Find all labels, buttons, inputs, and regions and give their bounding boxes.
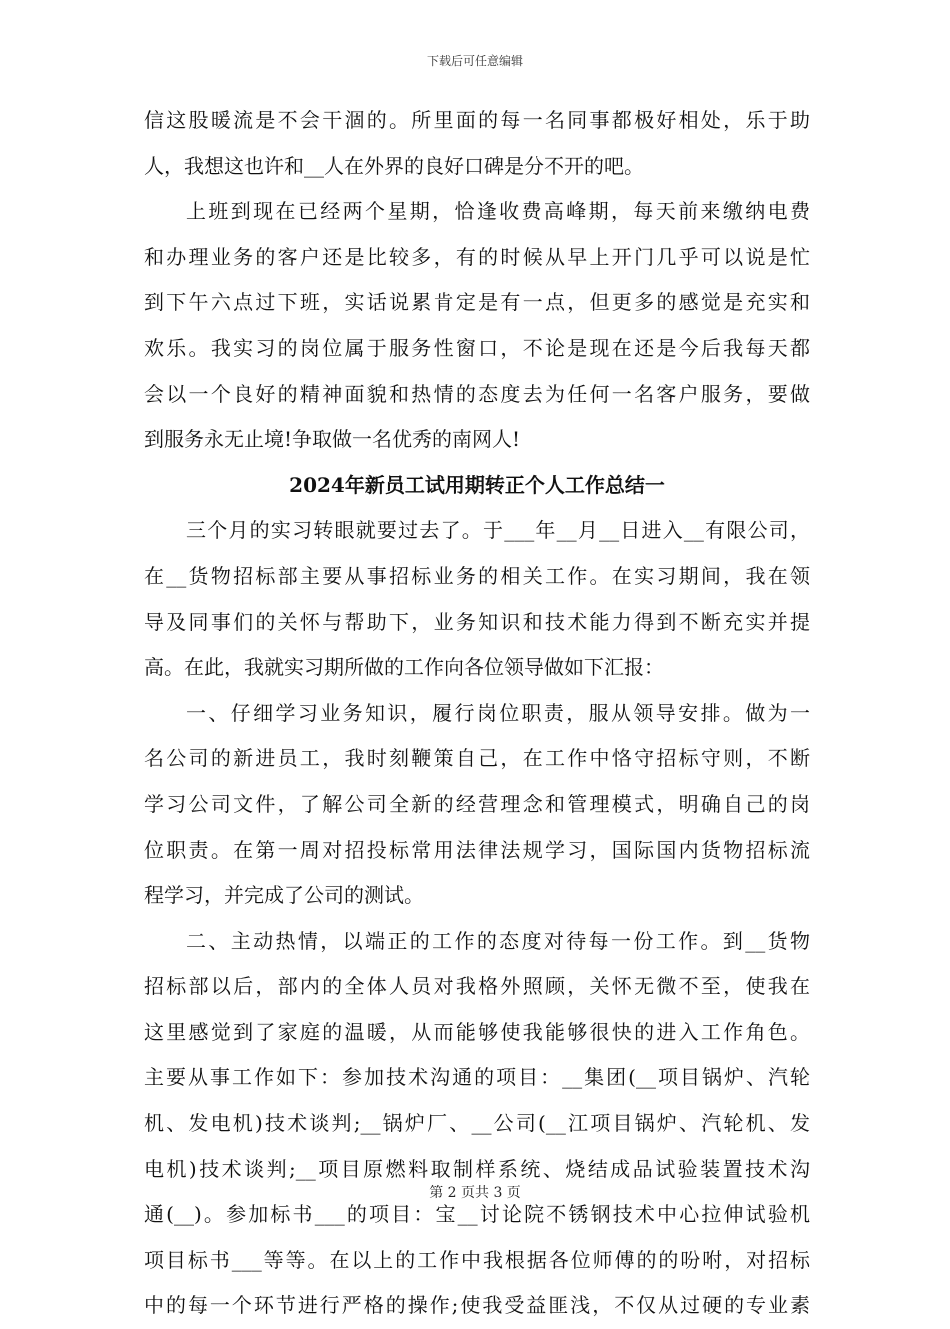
text-line: 机、发电机)技术谈判;__锅炉厂、__公司(__江项目锅炉、汽轮机、发: [144, 1111, 810, 1136]
text-line: 到服务永无止境!争取做一名优秀的南网人!: [144, 427, 521, 452]
section-title: 2024年新员工试用期转正个人工作总结一: [289, 472, 665, 497]
text-line: 上班到现在已经两个星期，恰逢收费高峰期，每天前来缴纳电费: [186, 199, 810, 224]
text-line: 和办理业务的客户还是比较多，有的时候从早上开门几乎可以说是忙: [144, 244, 810, 269]
text-line: 三个月的实习转眼就要过去了。于___年__月__日进入__有限公司，: [186, 518, 810, 543]
page-footer: 第 2 页共 3 页: [429, 1185, 521, 1201]
text-line: 二、主动热情，以端正的工作的态度对待每一份工作。到__货物: [186, 928, 810, 953]
paragraph-5: [144, 919, 810, 1329]
text-line: 欢乐。我实习的岗位属于服务性窗口，不论是现在还是今后我每天都: [144, 335, 810, 360]
text-line: 主要从事工作如下：参加技术沟通的项目：__集团(__项目锅炉、汽轮: [144, 1065, 810, 1090]
text-line: 电机)技术谈判;__项目原燃料取制样系统、烧结成品试验装置技术沟: [144, 1156, 810, 1181]
text-line: 导及同事们的关怀与帮助下，业务知识和技术能力得到不断充实并提: [144, 609, 810, 634]
paragraph-1: [144, 98, 810, 189]
paragraph-4: [144, 691, 810, 919]
text-line: 到下午六点过下班，实话说累肯定是有一点，但更多的感觉是充实和: [144, 290, 810, 315]
text-line: 位职责。在第一周对招投标常用法律法规学习，国际国内货物招标流: [144, 837, 810, 862]
paragraph-3: [144, 508, 810, 690]
text-line: 项目标书___等等。在以上的工作中我根据各位师傅的的吩咐，对招标: [144, 1247, 810, 1272]
text-line: 高。在此，我就实习期所做的工作向各位领导做如下汇报：: [144, 655, 664, 680]
text-line: 在__货物招标部主要从事招标业务的相关工作。在实习期间，我在领: [144, 563, 810, 588]
paragraph-2: [144, 189, 810, 463]
text-line: 名公司的新进员工，我时刻鞭策自己，在工作中恪守招标守则，不断: [144, 746, 810, 771]
text-line: 学习公司文件，了解公司全新的经营理念和管理模式，明确自己的岗: [144, 791, 810, 816]
text-line: 中的每一个环节进行严格的操作;使我受益匪浅，不仅从过硬的专业素: [144, 1293, 810, 1318]
text-line: 信这股暖流是不会干涸的。所里面的每一名同事都极好相处，乐于助: [144, 108, 810, 132]
text-line: 招标部以后，部内的全体人员对我格外照顾，关怀无微不至，使我在: [144, 974, 810, 999]
document-body: [144, 98, 810, 1329]
text-line: 通(__)。参加标书___的项目：宝__讨论院不锈钢技术中心拉伸试验机: [144, 1202, 810, 1227]
text-line: 这里感觉到了家庭的温暖，从而能够使我能够很快的进入工作角色。: [144, 1019, 810, 1044]
text-line: 人，我想这也许和__人在外界的良好口碑是分不开的吧。: [144, 153, 644, 178]
page-header: 下载后可任意编辑: [426, 54, 523, 68]
text-line: 一、仔细学习业务知识，履行岗位职责，服从领导安排。做为一: [186, 700, 810, 725]
text-line: 会以一个良好的精神面貌和热情的态度去为任何一名客户服务，要做: [144, 381, 810, 406]
text-line: 程学习，并完成了公司的测试。: [144, 883, 424, 908]
